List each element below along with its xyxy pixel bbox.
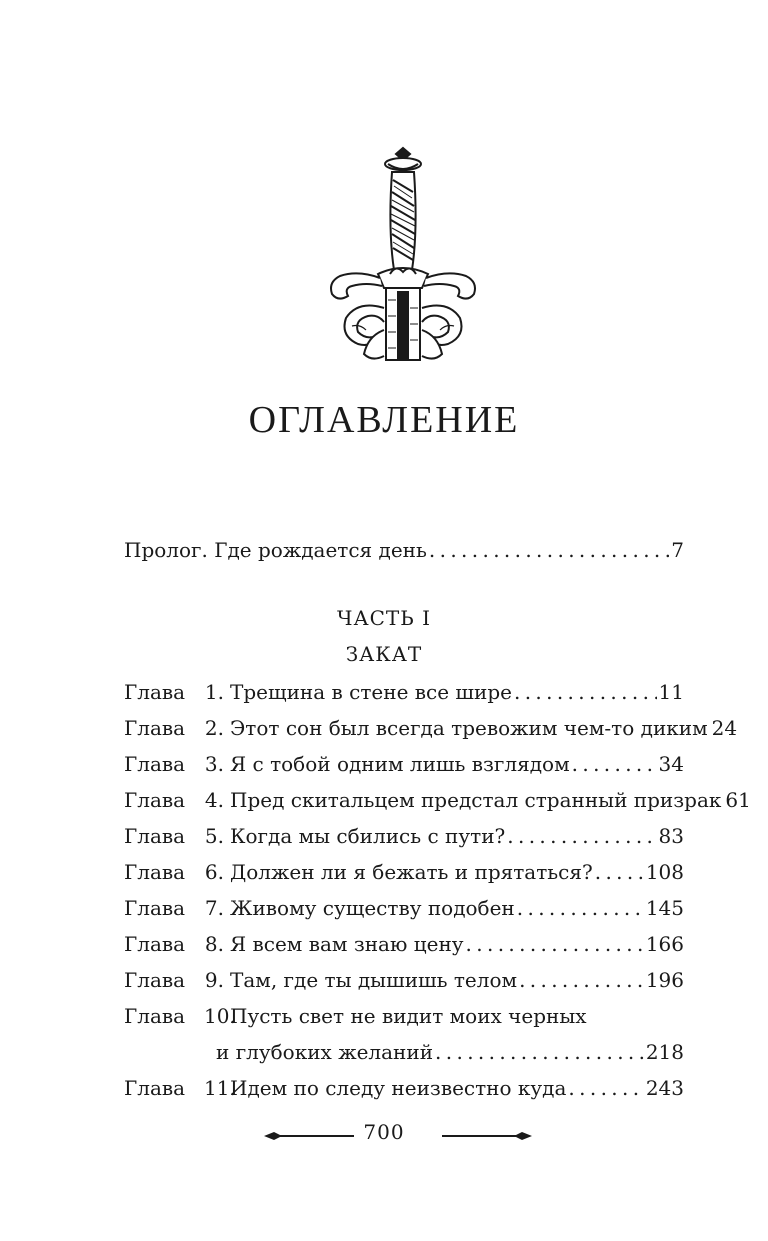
chapter-number: 1. (204, 680, 224, 704)
dot-leader (466, 926, 644, 962)
chapter-word: Глава (124, 1076, 186, 1100)
chapter-number: 11. (204, 1076, 236, 1100)
chapter-row (124, 854, 684, 890)
chapter-row-continuation (124, 1034, 684, 1070)
chapter-word: Глава (124, 680, 186, 704)
page-number: 700 (363, 1120, 405, 1144)
chapter-word: Глава (124, 932, 186, 956)
dot-leader (517, 890, 644, 926)
chapter-title-continuation: и глубоких желаний (216, 1040, 434, 1064)
chapter-row (124, 674, 684, 710)
chapter-word: Глава (124, 716, 186, 740)
dot-leader (507, 818, 656, 854)
chapter-number: 6. (204, 860, 224, 884)
chapter-page: 196 (645, 968, 684, 992)
page-footer (0, 1120, 768, 1152)
chapter-list (124, 674, 751, 1106)
chapter-title: Там, где ты дышишь телом (230, 968, 518, 992)
dot-leader (435, 1034, 644, 1070)
chapter-row (124, 998, 684, 1034)
chapter-page: 83 (658, 824, 684, 848)
chapter-row (124, 710, 738, 746)
toc-row (124, 532, 684, 568)
chapter-title: Трещина в стене все шире (230, 680, 512, 704)
dot-leader (572, 746, 657, 782)
chapter-number: 3. (204, 752, 224, 776)
chapter-page: 243 (645, 1076, 684, 1100)
dot-leader (519, 962, 644, 998)
dot-leader (514, 674, 657, 710)
chapter-number: 9. (204, 968, 224, 992)
chapter-page: 34 (658, 752, 684, 776)
chapter-word: Глава (124, 752, 186, 776)
chapter-number: 4. (204, 788, 224, 812)
chapter-word: Глава (124, 896, 186, 920)
chapter-title: Идем по следу неизвестно куда (230, 1076, 567, 1100)
right-ornamental-rule-icon (440, 1128, 534, 1144)
chapter-word: Глава (124, 860, 186, 884)
chapter-page: 166 (645, 932, 684, 956)
toc-prologue (124, 532, 684, 568)
prologue-title: Пролог. Где рождается день (124, 538, 427, 562)
prologue-page: 7 (671, 538, 684, 562)
chapter-number: 7. (204, 896, 224, 920)
chapter-row (124, 782, 751, 818)
chapter-row (124, 746, 684, 782)
chapter-title: Я всем вам знаю цену (230, 932, 464, 956)
chapter-title: Должен ли я бежать и прятаться? (230, 860, 593, 884)
chapter-word: Глава (124, 1004, 186, 1028)
dot-leader (568, 1070, 643, 1106)
chapter-title: Пред скитальцем предстал странный призрак (230, 788, 722, 812)
chapter-title: Пусть свет не видит моих черных (230, 1004, 587, 1028)
chapter-page: 218 (645, 1040, 684, 1064)
part-name: ЗАКАТ (345, 642, 423, 666)
toc-title: ОГЛАВЛЕНИЕ (248, 399, 520, 441)
dot-leader (429, 532, 669, 568)
dot-leader (595, 854, 644, 890)
chapter-number: 2. (204, 716, 224, 740)
chapter-word: Глава (124, 824, 186, 848)
chapter-row (124, 818, 684, 854)
chapter-number: 8. (204, 932, 224, 956)
chapter-title: Этот сон был всегда тревожим чем-то диким (230, 716, 708, 740)
chapter-title: Живому существу подобен (230, 896, 515, 920)
chapter-row (124, 1070, 684, 1106)
chapter-word: Глава (124, 788, 186, 812)
chapter-page: 108 (645, 860, 684, 884)
chapter-title: Когда мы сбились с пути? (230, 824, 506, 848)
dagger-ornament-icon (318, 140, 488, 370)
chapter-number: 10. (204, 1004, 236, 1028)
chapter-page: 61 (725, 788, 751, 812)
chapter-page: 24 (711, 716, 738, 740)
chapter-page: 145 (645, 896, 684, 920)
chapter-number: 5. (204, 824, 224, 848)
chapter-title: Я с тобой одним лишь взглядом (230, 752, 570, 776)
chapter-word: Глава (124, 968, 186, 992)
chapter-row (124, 926, 684, 962)
chapter-page: 11 (658, 680, 684, 704)
part-number: ЧАСТЬ I (337, 606, 431, 630)
chapter-row (124, 890, 684, 926)
chapter-row (124, 962, 684, 998)
